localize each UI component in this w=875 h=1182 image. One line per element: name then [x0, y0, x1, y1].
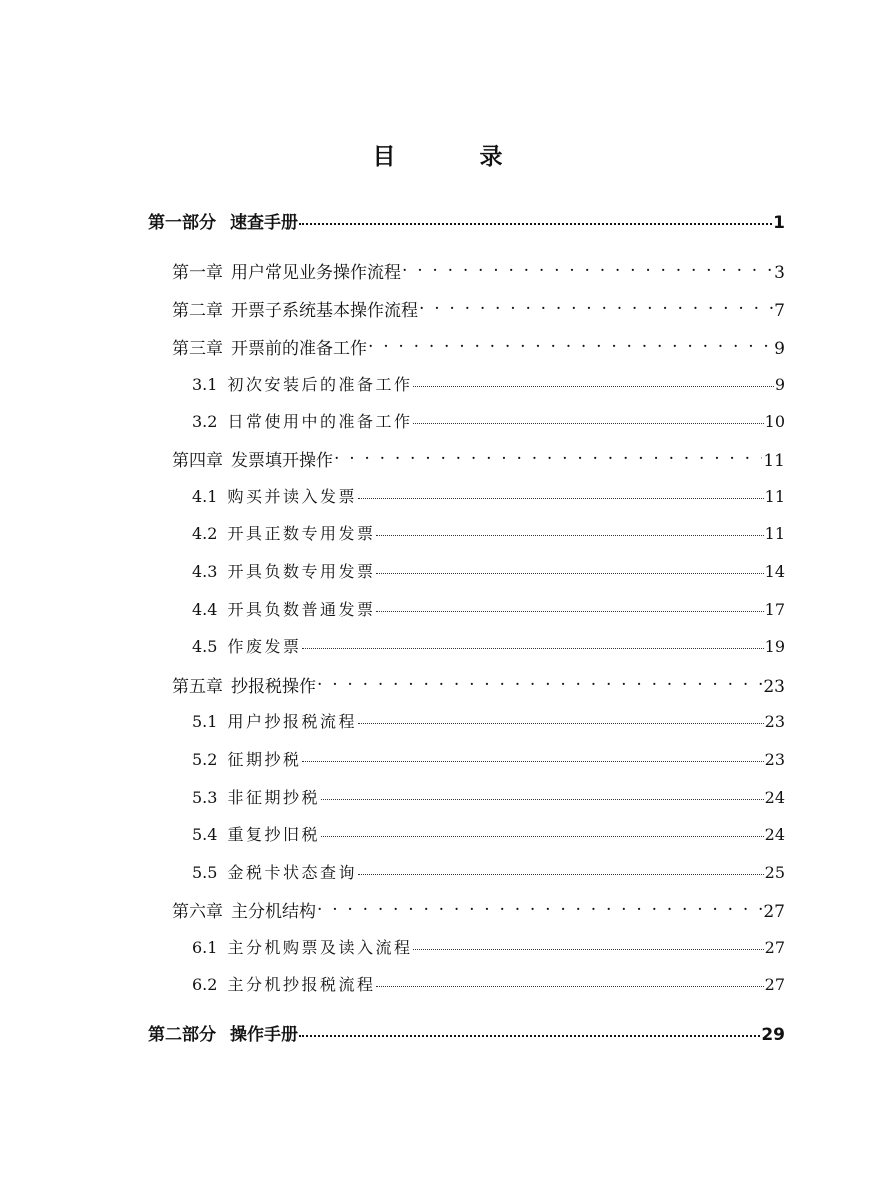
- toc-entry-page-number: 11: [763, 451, 785, 471]
- toc-entry-title: 主分机购票及读入流程: [227, 938, 413, 957]
- toc-entry-label: [192, 972, 375, 995]
- toc-entry-page-number: 9: [774, 339, 785, 359]
- toc-entry-section[interactable]: [192, 935, 785, 958]
- toc-entry-chapter[interactable]: [172, 334, 785, 359]
- toc-entry-label: [192, 935, 412, 958]
- toc-entry-number: 第四章: [172, 451, 223, 471]
- toc-entry-title: 开具负数普通发票: [227, 600, 376, 619]
- toc-entry-page-number: 24: [764, 788, 785, 807]
- toc-entry-number: 第一部分: [148, 213, 216, 233]
- toc-entry-page-number: 27: [763, 902, 785, 922]
- toc-entry-number: 4.5: [192, 637, 218, 656]
- toc-entry-section[interactable]: [192, 972, 785, 995]
- toc-entry-label: [192, 372, 412, 395]
- toc-entry-label: [192, 409, 412, 432]
- toc-entry-label: [172, 897, 316, 922]
- toc-entry-title: 金税卡状态查询: [227, 863, 357, 882]
- toc-entry-title: 初次安装后的准备工作: [227, 375, 413, 394]
- toc-entry-label: [192, 597, 375, 620]
- toc-entry-section[interactable]: [192, 597, 785, 620]
- toc-entry-label: [192, 709, 357, 732]
- toc-entry-page-number: 17: [764, 600, 785, 619]
- toc-entry-title: 开具正数专用发票: [227, 524, 376, 543]
- toc-entry-label: [148, 1020, 298, 1045]
- toc-entry-section[interactable]: [192, 559, 785, 582]
- toc-entry-label: [192, 822, 320, 845]
- toc-entry-number: 5.3: [192, 788, 218, 807]
- toc-title-char-2: 录: [479, 144, 503, 170]
- toc-dot-leader: [299, 1023, 760, 1040]
- toc-dot-leader: [358, 862, 764, 878]
- toc-entry-number: 4.3: [192, 562, 218, 581]
- toc-entry-number: 4.1: [192, 487, 218, 506]
- toc-entry-number: 5.4: [192, 825, 218, 844]
- toc-entry-page-number: 3: [774, 263, 785, 283]
- toc-entry-number: 第一章: [172, 263, 223, 283]
- toc-dot-leader: [413, 411, 763, 427]
- toc-entry-section[interactable]: [192, 409, 785, 432]
- toc-entry-number: 6.1: [192, 938, 218, 957]
- toc-entry-number: 5.5: [192, 863, 218, 882]
- toc-entry-label: [172, 296, 418, 321]
- toc-entry-page-number: 10: [764, 412, 785, 431]
- toc-entry-number: 3.1: [192, 375, 218, 394]
- toc-entry-number: 第二章: [172, 301, 223, 321]
- toc-entry-page-number: 24: [764, 825, 785, 844]
- toc-dot-leader: [413, 374, 773, 390]
- toc-dot-leader: [334, 449, 762, 466]
- toc-entry-label: [192, 559, 375, 582]
- toc-entry-title: 发票填开操作: [231, 451, 333, 471]
- toc-entry-label: [192, 785, 320, 808]
- toc-entry-number: 第六章: [172, 902, 223, 922]
- toc-dot-leader: [321, 824, 764, 840]
- toc-entry-number: 5.1: [192, 712, 218, 731]
- toc-entry-title: 非征期抄税: [227, 788, 320, 807]
- toc-entry-section[interactable]: [192, 822, 785, 845]
- toc-entry-chapter[interactable]: [172, 258, 785, 283]
- toc-entry-title: 征期抄税: [227, 750, 302, 769]
- toc-entry-page-number: 9: [774, 375, 785, 394]
- toc-entry-number: 4.2: [192, 524, 218, 543]
- toc-entry-title: 开具负数专用发票: [227, 562, 376, 581]
- toc-entry-title: 开票子系统基本操作流程: [231, 301, 418, 321]
- toc-entry-section[interactable]: [192, 634, 785, 657]
- toc-entry-page-number: 11: [764, 524, 785, 543]
- toc-dot-leader: [302, 749, 763, 765]
- toc-entry-page-number: 14: [764, 562, 785, 581]
- toc-entry-title: 主分机抄报税流程: [227, 975, 376, 994]
- toc-entry-number: 第二部分: [148, 1025, 216, 1045]
- toc-entry-title: 用户抄报税流程: [227, 712, 357, 731]
- toc-entry-title: 操作手册: [230, 1025, 298, 1045]
- toc-entry-label: [192, 747, 301, 770]
- toc-entry-section[interactable]: [192, 860, 785, 883]
- toc-dot-leader: [413, 937, 763, 953]
- toc-entry-page-number: 25: [764, 863, 785, 882]
- toc-entry-title: 抄报税操作: [231, 677, 316, 697]
- toc-entry-label: [172, 258, 401, 283]
- toc-dot-leader: [317, 675, 762, 692]
- toc-dot-leader: [376, 974, 763, 990]
- toc-entry-label: [192, 521, 375, 544]
- toc-dot-leader: [302, 636, 763, 652]
- toc-entry-label: [172, 672, 316, 697]
- toc-entry-label: [192, 860, 357, 883]
- toc-dot-leader: [358, 711, 764, 727]
- toc-entry-number: 3.2: [192, 412, 218, 431]
- toc-entry-title: 主分机结构: [231, 902, 316, 922]
- toc-dot-leader: [376, 561, 763, 577]
- toc-entry-page-number: 11: [764, 487, 785, 506]
- toc-entry-label: [192, 634, 301, 657]
- toc-entry-section[interactable]: [192, 484, 785, 507]
- toc-entry-chapter[interactable]: [172, 897, 785, 922]
- toc-entry-section[interactable]: [192, 521, 785, 544]
- toc-entry-page-number: 29: [761, 1025, 785, 1045]
- toc-title-char-1: 目: [372, 144, 396, 170]
- toc-entry-section[interactable]: [192, 747, 785, 770]
- toc-entry-chapter[interactable]: [172, 296, 785, 321]
- toc-entry-section[interactable]: [192, 709, 785, 732]
- toc-entry-page-number: 7: [774, 301, 785, 321]
- toc-entry-number: 5.2: [192, 750, 218, 769]
- toc-entry-page-number: 27: [764, 975, 785, 994]
- toc-entry-label: [172, 446, 333, 471]
- toc-dot-leader: [299, 211, 772, 228]
- toc-entry-part[interactable]: [148, 1020, 785, 1045]
- toc-dot-leader: [419, 299, 773, 316]
- toc-entry-page-number: 27: [764, 938, 785, 957]
- toc-entry-section[interactable]: [192, 372, 785, 395]
- toc-entry-page-number: 23: [763, 677, 785, 697]
- toc-entry-part[interactable]: [148, 208, 785, 233]
- toc-entry-page-number: 23: [764, 750, 785, 769]
- toc-entry-chapter[interactable]: [172, 672, 785, 697]
- toc-entry-label: [172, 334, 367, 359]
- toc-entry-title: 重复抄旧税: [227, 825, 320, 844]
- toc-entry-title: 用户常见业务操作流程: [231, 263, 401, 283]
- toc-entry-page-number: 19: [764, 637, 785, 656]
- toc-dot-leader: [317, 900, 762, 917]
- toc-entry-title: 作废发票: [227, 637, 302, 656]
- toc-entry-label: [148, 208, 298, 233]
- toc-entry-number: 第三章: [172, 339, 223, 359]
- toc-entry-section[interactable]: [192, 785, 785, 808]
- toc-entry-page-number: 1: [773, 213, 785, 233]
- toc-entry-title: 日常使用中的准备工作: [227, 412, 413, 431]
- toc-entry-label: [192, 484, 357, 507]
- toc-entry-number: 第五章: [172, 677, 223, 697]
- toc-entry-number: 4.4: [192, 600, 218, 619]
- toc-dot-leader: [358, 486, 764, 502]
- toc-entry-title: 速查手册: [230, 213, 298, 233]
- toc-entry-title: 购买并读入发票: [227, 487, 357, 506]
- toc-dot-leader: [321, 787, 764, 803]
- toc-dot-leader: [376, 523, 763, 539]
- toc-dot-leader: [368, 337, 773, 354]
- toc-entry-chapter[interactable]: [172, 446, 785, 471]
- toc-entry-page-number: 23: [764, 712, 785, 731]
- toc-dot-leader: [402, 261, 773, 278]
- toc-entry-number: 6.2: [192, 975, 218, 994]
- toc-entry-title: 开票前的准备工作: [231, 339, 367, 359]
- toc-dot-leader: [376, 599, 763, 615]
